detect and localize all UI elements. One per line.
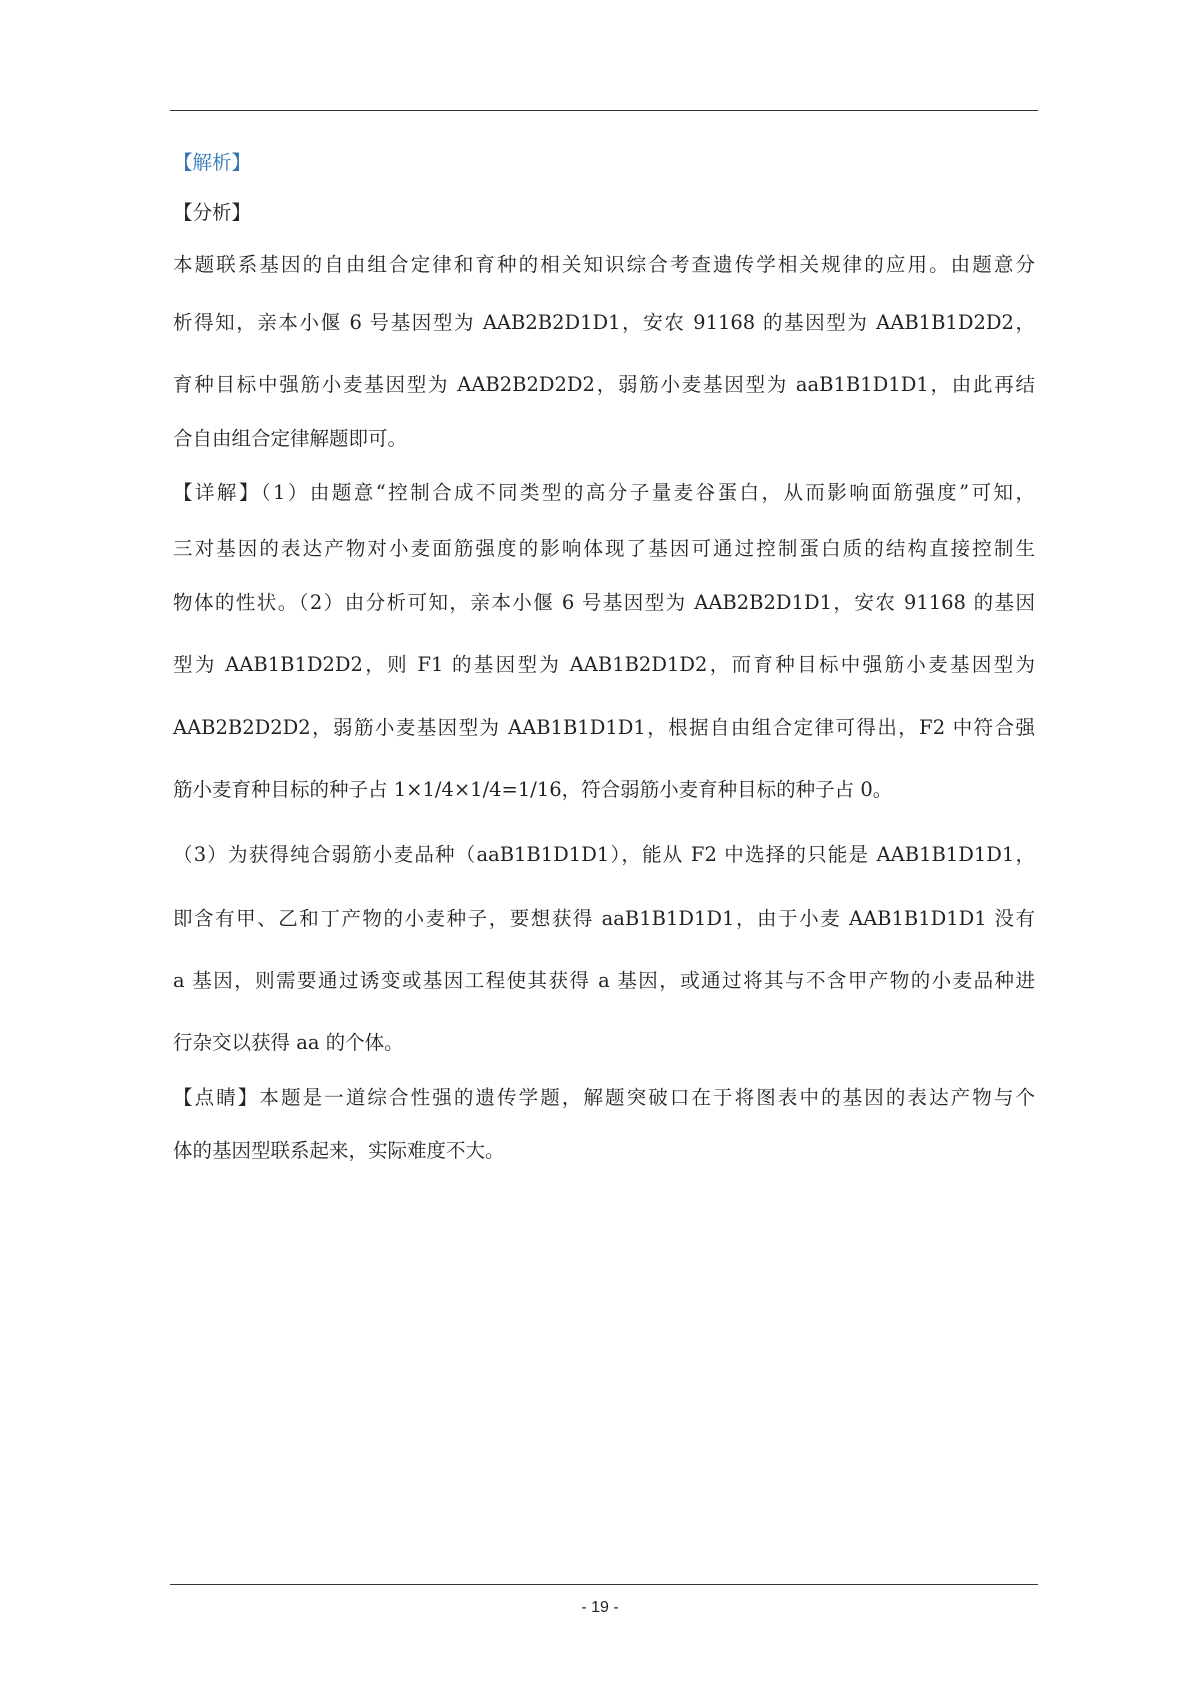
detail-line: 三对基因的表达产物对小麦面筋强度的影响体现了基因可通过控制蛋白质的结构直接控制生 <box>173 537 1035 560</box>
analysis-line: 育种目标中强筋小麦基因型为 AAB2B2D2D2，弱筋小麦基因型为 aaB1B1D1D1，由此再结 <box>173 373 1035 396</box>
analysis-line: 本题联系基因的自由组合定律和育种的相关知识综合考查遗传学相关规律的应用。由题意分 <box>173 253 1035 276</box>
detail-line: 即含有甲、乙和丁产物的小麦种子，要想获得 aaB1B1D1D1，由于小麦 AAB1B1D1D1 没有 <box>173 907 1035 930</box>
analysis-line: 析得知，亲本小偃 6 号基因型为 AAB2B2D1D1，安农 91168 的基因型为 AAB1B1D2D2， <box>173 311 1035 334</box>
header-rule <box>170 110 1038 111</box>
comment-line: 【点睛】本题是一道综合性强的遗传学题，解题突破口在于将图表中的基因的表达产物与个 <box>173 1086 1035 1109</box>
detail-line: （3）为获得纯合弱筋小麦品种（aaB1B1D1D1），能从 F2 中选择的只能是 AAB1B1D1D1， <box>173 843 1035 866</box>
comment-line: 体的基因型联系起来，实际难度不大。 <box>173 1139 505 1162</box>
page-number: - 19 - <box>581 1599 619 1616</box>
analysis-line: 合自由组合定律解题即可。 <box>173 427 408 450</box>
detail-line: 筋小麦育种目标的种子占 1×1/4×1/4=1/16，符合弱筋小麦育种目标的种子占 0。 <box>173 778 893 801</box>
detail-line: 物体的性状。（2）由分析可知，亲本小偃 6 号基因型为 AAB2B2D1D1，安农 91168 的基因 <box>173 591 1035 614</box>
detail-line: 【详解】（1）由题意“控制合成不同类型的高分子量麦谷蛋白，从而影响面筋强度”可知， <box>173 481 1035 504</box>
footer-rule <box>170 1584 1038 1585</box>
detail-line: a 基因，则需要通过诱变或基因工程使其获得 a 基因，或通过将其与不含甲产物的小麦品种进 <box>173 969 1035 992</box>
heading-jiexi: 【解析】 <box>173 151 252 174</box>
heading-fenxi: 【分析】 <box>173 201 252 224</box>
detail-line: 型为 AAB1B1D2D2，则 F1 的基因型为 AAB1B2D1D2，而育种目标中强筋小麦基因型为 <box>173 653 1035 676</box>
detail-line: 行杂交以获得 aa 的个体。 <box>173 1031 404 1054</box>
detail-line: AAB2B2D2D2，弱筋小麦基因型为 AAB1B1D1D1，根据自由组合定律可得出，F2 中符合强 <box>173 716 1035 739</box>
